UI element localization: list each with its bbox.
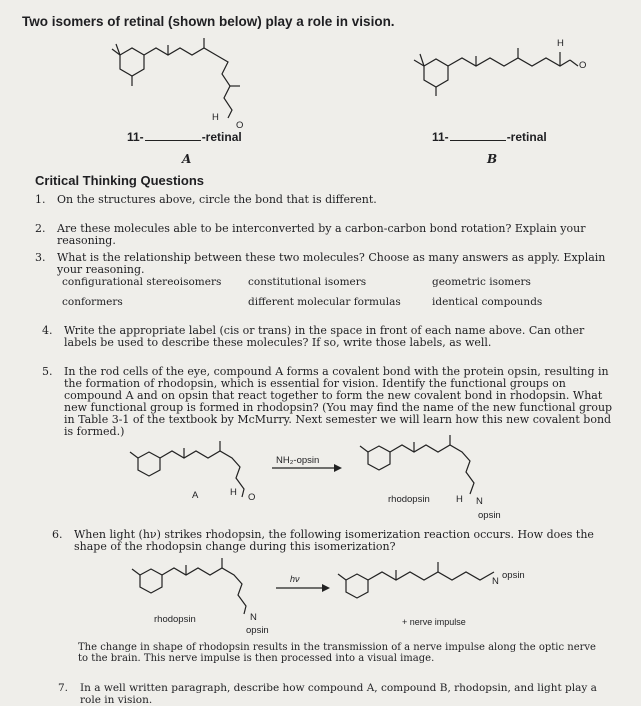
structure-b-hydrogen: H xyxy=(557,38,564,49)
q5-left-hydrogen: H xyxy=(230,487,237,498)
page-title: Two isomers of retinal (shown below) play a role in vision. xyxy=(22,14,395,29)
q6-byproduct: + nerve impulse xyxy=(402,617,466,627)
q6-right-nitrogen: N xyxy=(492,576,499,587)
structure-b-oxygen: O xyxy=(579,60,587,71)
structure-a-skeleton xyxy=(112,38,240,118)
structure-a-name: 11- -retinal xyxy=(127,130,242,144)
question-4: 4. Write the appropriate label (cis or trans) in the space in front of each name above. Can other labels be used to describe these molecules? If so, write those labels, as well. xyxy=(42,324,585,349)
q6-arrow-label: hν xyxy=(290,574,300,584)
q6-right-opsin: opsin xyxy=(502,570,525,581)
choice-different-molecular-formulas: different molecular formulas xyxy=(248,296,401,308)
structure-a-oxygen: O xyxy=(236,120,244,131)
structure-b-name: 11- -retinal xyxy=(432,130,547,144)
question-6: 6. When light (hν) strikes rhodopsin, the following isomerization reaction occurs. How does the shape of the rhodopsin change during this isomerization? xyxy=(52,528,594,553)
question-1: 1. On the structures above, circle the bond that is different. xyxy=(35,193,377,206)
q5-right-hydrogen: H xyxy=(456,494,463,505)
question-7: 7. In a well written paragraph, describe how compound A, compound B, rhodopsin, and light play a role in vision. xyxy=(58,682,597,706)
question-2: 2. Are these molecules able to be interconverted by a carbon-carbon bond rotation? Explain your reasoning. xyxy=(35,222,586,247)
structure-a-hydrogen: H xyxy=(212,112,219,123)
structure-b-skeleton xyxy=(414,48,578,96)
choice-constitutional-isomers: constitutional isomers xyxy=(248,276,367,288)
q6-left-nitrogen: N xyxy=(250,612,257,623)
section-heading: Critical Thinking Questions xyxy=(35,173,205,188)
structure-b-letter: B xyxy=(487,152,498,166)
q6-note: The change in shape of rhodopsin results in the transmission of a nerve impulse along the optic nerve to the brain. This nerve impulse is then processed into a visual image. xyxy=(78,642,596,664)
choice-identical-compounds: identical compounds xyxy=(432,296,543,308)
q5-right-label: rhodopsin xyxy=(388,494,430,505)
choice-configurational-stereoisomers: configurational stereoisomers xyxy=(62,276,222,288)
structure-b-blank[interactable] xyxy=(450,140,506,141)
q6-arrow-head xyxy=(322,584,330,592)
choice-conformers: conformers xyxy=(62,296,123,308)
structure-a-letter: A xyxy=(182,152,192,166)
q5-left-label: A xyxy=(192,490,199,501)
q5-left-oxygen: O xyxy=(248,492,256,503)
q5-right-opsin: opsin xyxy=(478,510,501,521)
q6-reactant-skeleton xyxy=(132,558,246,614)
structure-a-blank[interactable] xyxy=(145,140,201,141)
q6-product-skeleton xyxy=(338,562,494,598)
q6-left-opsin: opsin xyxy=(246,625,269,636)
q5-reactant-skeleton xyxy=(130,441,244,497)
question-5: 5. In the rod cells of the eye, compound A forms a covalent bond with the protein opsin, resulting in the formation of rhodopsin, which is essential for vision. Identify the functional groups on compound A and on opsin that react together to form the new covalent bond in rhodopsin. What new functional group is formed in rhodopsin? (You may find the name of the new functional group in Table 3-1 of the textbook by McMurry. Next semester we will learn how this new covalent bond is formed.) xyxy=(42,365,613,438)
q5-reagent: NH₂-opsin xyxy=(276,455,320,466)
q6-left-label: rhodopsin xyxy=(154,614,196,625)
q5-product-skeleton xyxy=(360,435,474,494)
question-3: 3. What is the relationship between these two molecules? Choose as many answers as apply. Explain your reasoning. xyxy=(35,251,606,276)
q5-right-nitrogen: N xyxy=(476,496,483,507)
choice-geometric-isomers: geometric isomers xyxy=(432,276,531,288)
q5-arrow-head xyxy=(334,464,342,472)
